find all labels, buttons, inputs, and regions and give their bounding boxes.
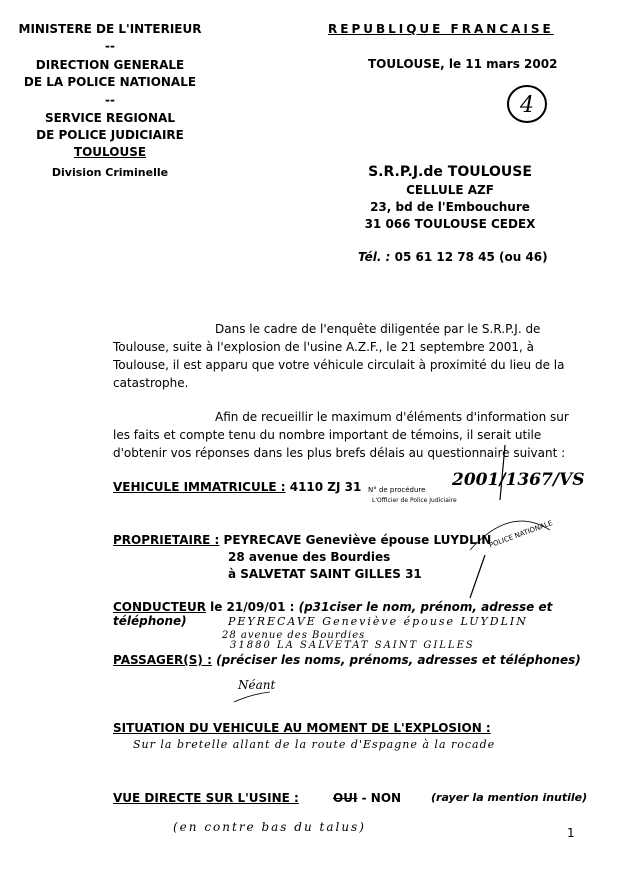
passenger-handwritten: Néant — [238, 678, 276, 692]
view-option-oui: OUI — [333, 791, 358, 805]
paragraph-2-line-1: Afin de recueillir le maximum d'éléments d'information sur — [215, 410, 569, 424]
owner-name: PEYRECAVE Geneviève épouse LUYDLIN — [223, 533, 492, 547]
passenger-row — [113, 653, 581, 667]
letter-date: TOULOUSE, le 11 mars 2002 — [368, 57, 558, 71]
city-text: TOULOUSE — [73, 145, 147, 159]
unit-name: S.R.P.J.de TOULOUSE — [368, 164, 532, 180]
driver-hint: (p31ciser le nom, prénom, adresse et téléphone) — [113, 600, 553, 628]
handwritten-underline — [232, 690, 272, 704]
ministry-label: MINISTERE DE L'INTERIEUR — [18, 22, 202, 36]
view-options — [333, 791, 401, 805]
division-label: Division Criminelle — [51, 166, 169, 179]
stamp-caption-officer: L'Officier de Police Judiciaire — [372, 497, 457, 504]
owner-address-1: 28 avenue des Bourdies — [228, 550, 391, 564]
phone-label: Tél. : — [358, 250, 391, 264]
header-separator: -- — [105, 39, 115, 53]
paragraph-1-line-1: Dans le cadre de l'enquête diligentée par le S.R.P.J. de — [215, 322, 541, 336]
unit-phone — [358, 250, 548, 264]
driver-label: CONDUCTEUR — [113, 600, 206, 614]
driver-handwritten-1: PEYRECAVE Geneviève épouse LUYDLIN — [228, 615, 528, 628]
situation-handwritten: Sur la bretelle allant de la route d'Espagne à la rocade — [133, 738, 496, 751]
view-hint: (rayer la mention inutile) — [431, 791, 588, 804]
republic-label: REPUBLIQUE FRANCAISE — [328, 22, 554, 36]
driver-date: le 21/09/01 : — [210, 600, 295, 614]
direction-line-1: DIRECTION GENERALE — [35, 58, 185, 72]
service-line-2: DE POLICE JUDICIAIRE — [36, 128, 184, 142]
paragraph-2-line-2: les faits et compte tenu du nombre important de témoins, il serait utile — [113, 428, 542, 442]
vehicle-label: VEHICULE IMMATRICULE : — [113, 480, 286, 494]
paragraph-1-line-4: catastrophe. — [113, 376, 189, 390]
owner-address-2: à SALVETAT SAINT GILLES 31 — [228, 567, 422, 581]
view-option-dash: - — [361, 791, 367, 805]
owner-label: PROPRIETAIRE : — [113, 533, 220, 547]
circled-number: 4 — [520, 93, 534, 118]
phone-value: 05 61 12 78 45 (ou 46) — [394, 250, 548, 264]
situation-label: SITUATION DU VEHICULE AU MOMENT DE L'EXPLOSION : — [113, 721, 491, 735]
city-label — [15, 145, 205, 159]
stamp-reference: 2001/1367/VS — [452, 470, 585, 490]
direction-line-2: DE LA POLICE NATIONALE — [23, 75, 197, 89]
unit-address: 23, bd de l'Embouchure — [370, 200, 530, 214]
header-separator: -- — [105, 93, 115, 107]
driver-handwritten-2: 28 avenue des Bourdies — [222, 630, 366, 641]
owner-row — [113, 533, 491, 547]
service-line-1: SERVICE REGIONAL — [45, 111, 175, 125]
seal-text: POLICE NATIONALE — [488, 519, 554, 550]
vehicle-value: 4110 ZJ 31 — [289, 480, 362, 494]
vehicle-row — [113, 480, 361, 494]
unit-postal: 31 066 TOULOUSE CEDEX — [364, 217, 536, 231]
view-option-non: NON — [370, 791, 402, 805]
circled-number-stamp — [505, 82, 549, 126]
passenger-hint: (préciser les noms, prénoms, adresses et téléphones) — [216, 653, 581, 667]
police-seal — [465, 500, 555, 560]
paragraph-2-line-3: d'obtenir vos réponses dans les plus brefs délais au questionnaire suivant : — [113, 446, 566, 460]
view-label: VUE DIRECTE SUR L'USINE : — [113, 791, 299, 805]
driver-handwritten-3: 31880 LA SALVETAT SAINT GILLES — [230, 640, 475, 651]
passenger-label: PASSAGER(S) : — [113, 653, 212, 667]
page-number: 1 — [567, 826, 575, 840]
cell-name: CELLULE AZF — [406, 183, 494, 197]
stamp-caption: N° de procédure — [368, 486, 426, 494]
paragraph-1-line-2: Toulouse, suite à l'explosion de l'usine A.Z.F., le 21 septembre 2001, à — [113, 340, 534, 354]
paragraph-1-line-3: Toulouse, il est apparu que votre véhicule circulait à proximité du lieu de la — [113, 358, 565, 372]
view-handwritten: (en contre bas du talus) — [173, 820, 366, 834]
